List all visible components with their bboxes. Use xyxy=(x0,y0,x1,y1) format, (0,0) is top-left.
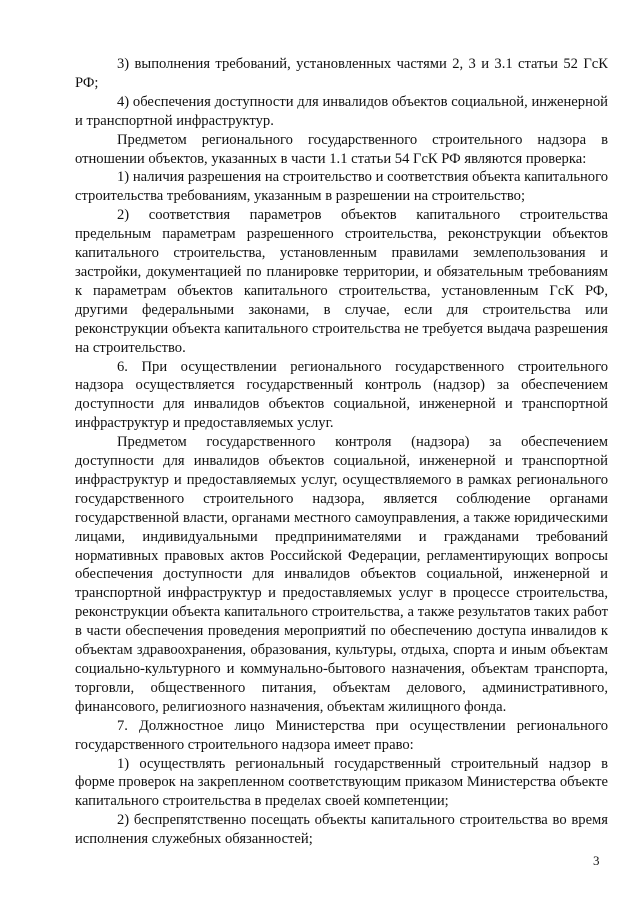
paragraph-right-2: 2) беспрепятственно посещать объекты капитального строительства во время исполнения служебных обязанностей; xyxy=(75,812,608,848)
paragraph-control-subject: Предметом государственного контроля (надзора) за обеспечением доступности для инвалидов объектов социальной, инженерной и транспортной инфраструктур и предоставляемых услуг, осуществляемого в рамках регионального государственного строительного надзора, является соблюдение органами государственной власти, органами местного самоуправления, а также юридическими лицами, индивидуальными предпринимателями и гражданами требований нормативных правовых актов Российской Федерации, регламентирующих вопросы обеспечения доступности для инвалидов объектов социальной, инженерной и транспортной инфраструктур и предоставляемых услуг в процессе строительства, реконструкции объекта капитального строительства, а также результатов таких работ в части обеспечения проведения мероприятий по обеспечению доступа инвалидов к объектам здравоохранения, образования, культуры, отдыха, спорта и иным объектам социально-культурного и коммунально-бытового назначения, объектам транспорта, торговли, общественного питания, объектам делового, административного, финансового, религиозного назначения, объектам жилищного фонда. xyxy=(75,434,608,715)
paragraph-item-4: 4) обеспечения доступности для инвалидов объектов социальной, инженерной и транспортной инфраструктур. xyxy=(75,93,608,129)
paragraph-item-3: 3) выполнения требований, установленных частями 2, 3 и 3.1 статьи 52 ГсК РФ; xyxy=(75,56,608,91)
paragraph-check-1: 1) наличия разрешения на строительство и соответствия объекта капитального строительства требованиям, указанным в разрешении на строительство; xyxy=(75,169,608,205)
paragraph-section-7: 7. Должностное лицо Министерства при осуществлении регионального государственного строительного надзора имеет право: xyxy=(75,717,608,753)
document-body xyxy=(75,55,608,849)
page-number: 3 xyxy=(593,853,600,868)
paragraph-check-2: 2) соответствия параметров объектов капитального строительства предельным параметрам разрешенного строительства, реконструкции объектов капитального строительства, установленным правилами землепользования и застройки, документацией по планировке территории, и обязательным требованиям к параметрам объектов капитального строительства, установленным ГсК РФ, другими федеральными законами, в случае, если для строительства или реконструкции объекта капитального строительства не требуется выдача разрешения на строительство. xyxy=(75,207,608,356)
paragraph-section-6: 6. При осуществлении регионального государственного строительного надзора осуществляется государственный контроль (надзор) за обеспечением доступности для инвалидов объектов социальной, инженерной и транспортной инфраструктур и предоставляемых услуг. xyxy=(75,358,608,432)
paragraph-subject-intro: Предметом регионального государственного строительного надзора в отношении объектов, указанных в части 1.1 статьи 54 ГсК РФ являются проверка: xyxy=(75,131,608,167)
paragraph-right-1: 1) осуществлять региональный государственный строительный надзор в форме проверок на закрепленном соответствующим приказом Министерства объекте капитального строительства в пределах своей компетенции; xyxy=(75,755,608,810)
